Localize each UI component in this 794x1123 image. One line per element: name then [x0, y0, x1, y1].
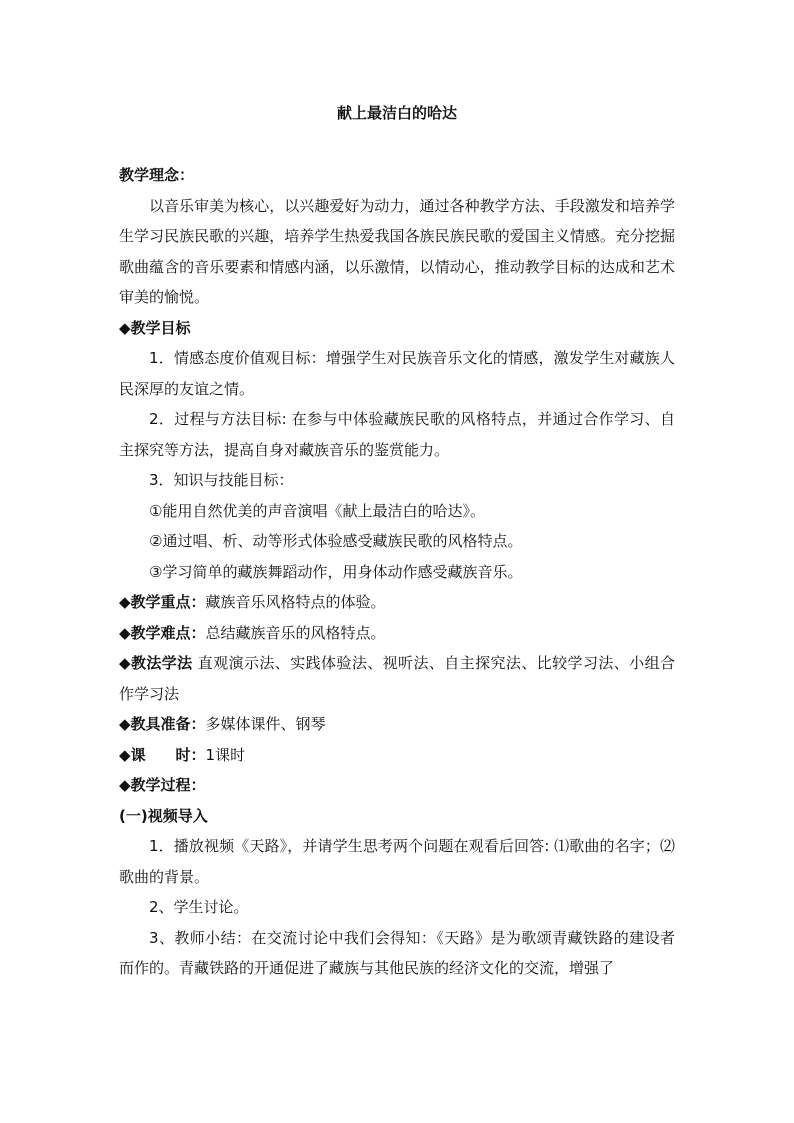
key-point-text: 藏族音乐风格特点的体验。 — [205, 593, 386, 611]
document-title: 献上最洁白的哈达 — [336, 104, 457, 122]
document-body — [119, 160, 675, 984]
goals-heading: ◆教学目标 — [119, 318, 191, 337]
process-section-1: (一)视频导入 — [119, 806, 208, 825]
goal-sub-3: ③学习简单的藏族舞蹈动作，用身体动作感受藏族音乐。 — [149, 562, 523, 581]
methods-text: 直观演示法、实践体验法、视听法、自主探究法、比较学习法、小组合作学习法 — [119, 654, 675, 703]
difficulty-text: 总结藏族音乐的风格特点。 — [205, 623, 386, 642]
difficulty-label: ◆教学难点： — [119, 623, 206, 642]
key-point-label: ◆教学重点： — [119, 593, 206, 611]
methods-label: ◆教法学法 — [119, 654, 193, 672]
materials-line — [119, 709, 675, 740]
duration-line — [119, 740, 675, 771]
materials-label: ◆教具准备： — [119, 715, 206, 733]
philosophy-heading: 教学理念： — [119, 166, 195, 184]
goal-item-3: 3．知识与技能目标： — [149, 471, 294, 489]
key-point-line — [119, 587, 675, 618]
goal-item-1: 1．情感态度价值观目标：增强学生对民族音乐文化的情感，激发学生对藏族人民深厚的友谊之情。 — [119, 349, 675, 398]
duration-text: 1课时 — [205, 745, 246, 764]
philosophy-paragraph: 以音乐审美为核心，以兴趣爱好为动力，通过各种教学方法、手段激发和培养学生学习民族民歌的兴趣，培养学生热爱我国各族民族民歌的爱国主义情感。充分挖掘歌曲蕴含的音乐要素和情感内涵，以乐激情，以情动心，推动教学目标的达成和艺术审美的愉悦。 — [119, 196, 675, 306]
goal-sub-2: ②通过唱、析、动等形式体验感受藏族民歌的风格特点。 — [149, 532, 523, 550]
process-step-2: 2、学生讨论。 — [149, 898, 249, 916]
difficulty-line — [119, 618, 675, 649]
methods-line — [119, 648, 675, 709]
duration-label: ◆课 时： — [119, 745, 206, 764]
process-step-1: 1．播放视频《天路》，并请学生思考两个问题在观看后回答: ⑴歌曲的名字；⑵歌曲的背景。 — [119, 837, 675, 886]
materials-text: 多媒体课件、钢琴 — [205, 715, 326, 733]
goal-sub-1: ①能用自然优美的声音演唱《献上最洁白的哈达》。 — [149, 501, 485, 520]
process-heading: ◆教学过程： — [119, 776, 206, 794]
process-step-3: 3、教师小结：在交流讨论中我们会得知：《天路》是为歌颂青藏铁路的建设者而作的。青藏铁路的开通促进了藏族与其他民族的经济文化的交流，增强了 — [119, 928, 675, 977]
goal-item-2: 2．过程与方法目标: 在参与中体验藏族民歌的风格特点，并通过合作学习、自主探究等方法，提高自身对藏族音乐的鉴赏能力。 — [119, 410, 675, 459]
